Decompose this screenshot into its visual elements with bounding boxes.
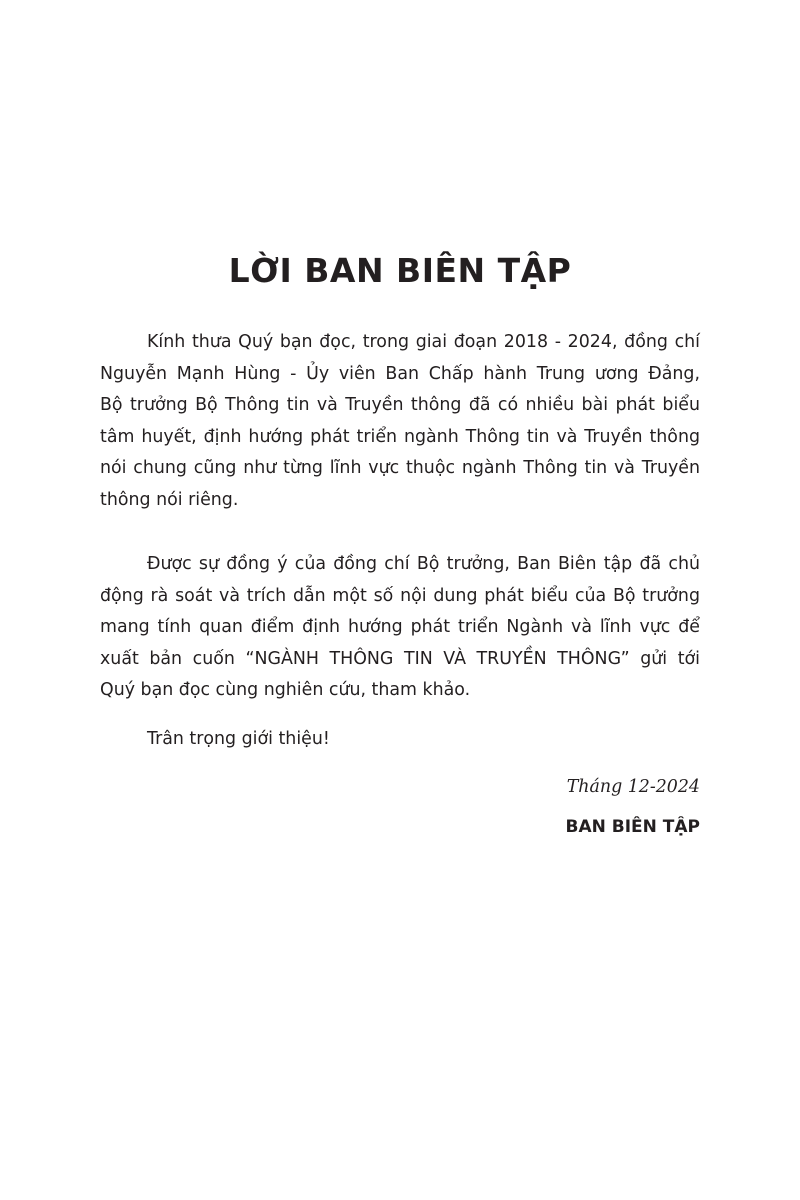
- paragraph-closing: [100, 724, 700, 756]
- paragraph-line: Được sự đồng ý của đồng chí Bộ trưởng, Ban Biên tập đã chủ: [147, 554, 700, 574]
- page-title: LỜI BAN BIÊN TẬP: [228, 251, 572, 290]
- signature-date: Tháng 12-2024: [566, 777, 700, 797]
- paragraph-line: mang tính quan điểm định hướng phát triển Ngành và lĩnh vực để: [100, 617, 700, 638]
- paragraph-publication: [100, 549, 700, 707]
- paragraph-intro: [100, 327, 700, 517]
- paragraph-line: xuất bản cuốn “NGÀNH THÔNG TIN VÀ TRUYỀN THÔNG” gửi tới: [100, 648, 700, 669]
- paragraph-line: thông nói riêng.: [100, 489, 239, 510]
- paragraph-line: Bộ trưởng Bộ Thông tin và Truyền thông đã có nhiều bài phát biểu: [100, 395, 700, 416]
- paragraph-line: Kính thưa Quý bạn đọc, trong giai đoạn 2018 - 2024, đồng chí: [147, 332, 700, 352]
- paragraph-line: Quý bạn đọc cùng nghiên cứu, tham khảo.: [100, 680, 471, 701]
- signature-name: BAN BIÊN TẬP: [565, 817, 700, 837]
- paragraph-line: Nguyễn Mạnh Hùng - Ủy viên Ban Chấp hành Trung ương Đảng,: [100, 363, 700, 384]
- paragraph-line: động rà soát và trích dẫn một số nội dung phát biểu của Bộ trưởng: [100, 585, 700, 606]
- paragraph-line: tâm huyết, định hướng phát triển ngành Thông tin và Truyền thông: [100, 426, 700, 447]
- paragraph-line: nói chung cũng như từng lĩnh vực thuộc ngành Thông tin và Truyền: [100, 458, 700, 479]
- paragraph-line: Trân trọng giới thiệu!: [147, 729, 330, 749]
